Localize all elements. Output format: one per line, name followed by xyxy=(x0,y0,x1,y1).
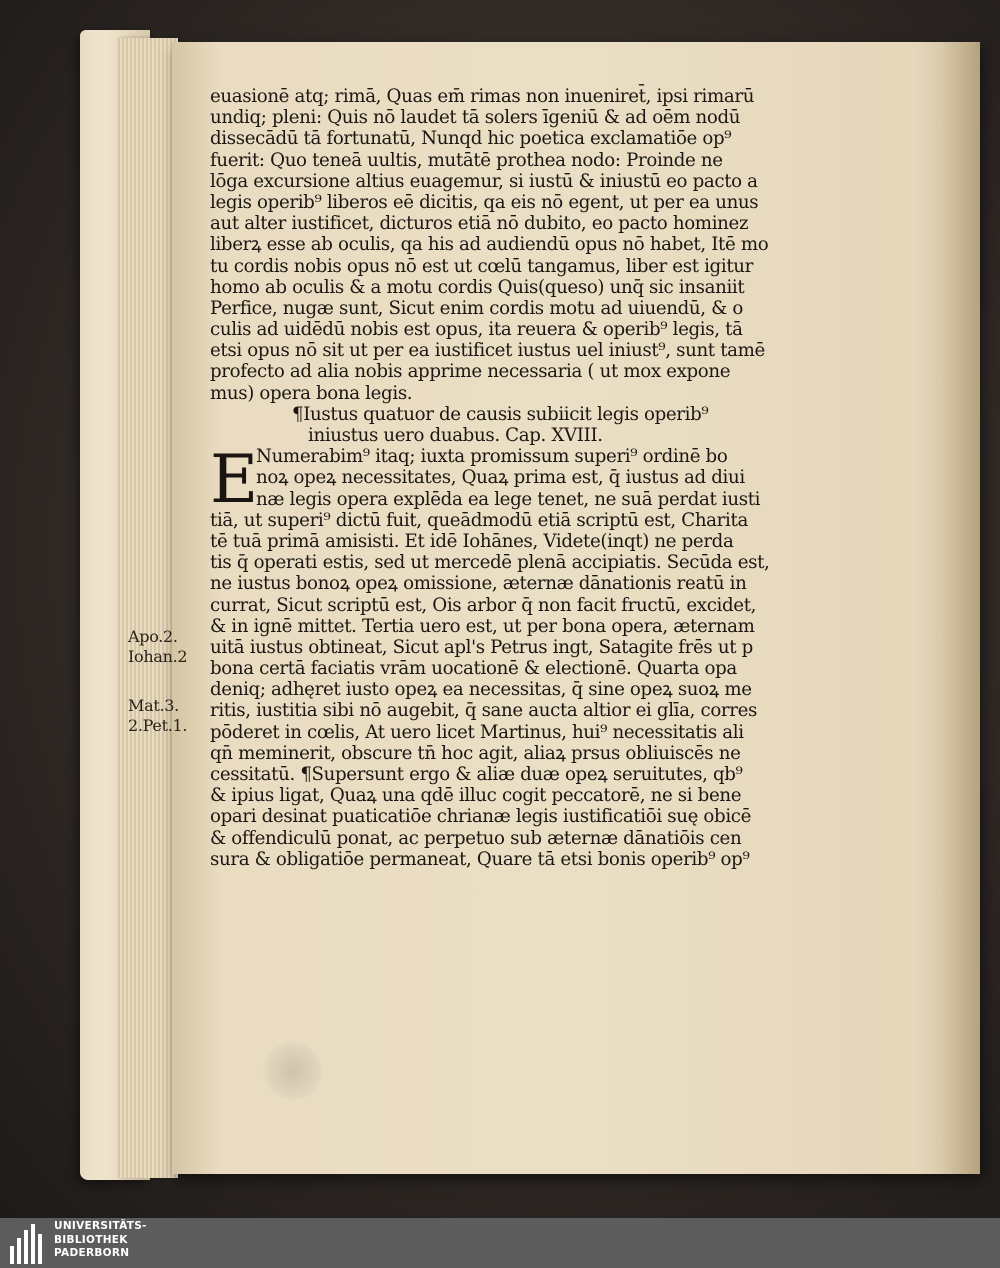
text-line: liberꝝ esse ab oculis, qa his ad audiendū opus nō habet, Itē mo xyxy=(210,234,769,256)
text-line: etsi opus nō sit ut per ea iustificet iustus uel iniust⁹, sunt tamē xyxy=(210,340,765,362)
text-line: ne iustus bonoꝝ opeꝝ omissione, æternæ dānationis reatū in xyxy=(210,573,747,595)
text-line: noꝝ opeꝝ necessitates, Quaꝝ prima est, q̄ iustus ad diui xyxy=(256,467,745,489)
text-line: fuerit: Quo teneā uultis, mutātē prothea nodo: Proinde ne xyxy=(210,149,723,171)
library-stamp-mark xyxy=(262,1042,324,1100)
text-line: ritis, iustitia sibi nō augebit, q̄ sane aucta altior ei glīa, corres xyxy=(210,700,758,722)
text-line: cessitatū. ¶Supersunt ergo & aliæ duæ opeꝝ seruitutes, qb⁹ xyxy=(210,764,743,785)
text-line: deniq; adhęret iusto opeꝝ ea necessitas, q̄ sine opeꝝ suoꝝ me xyxy=(210,679,752,701)
text-line: currat, Sicut scriptū est, Ois arbor q̄ non facit fructū, excidet, xyxy=(210,594,757,616)
marginal-note: Iohan.2 xyxy=(128,647,188,666)
text-line: & ipius ligat, Quaꝝ una qdē illuc cogit peccatorē, ne si bene xyxy=(210,785,742,807)
text-line: pōderet in cœlis, At uero licet Martinus, hui⁹ necessitatis ali xyxy=(210,721,744,743)
text-line: tu cordis nobis opus nō est ut cœlū tangamus, liber est igitur xyxy=(210,255,753,277)
marginal-note: Mat.3. xyxy=(128,696,179,715)
chapter-heading: ¶Iustus quatuor de causis subiicit legis operib⁹ xyxy=(292,403,709,425)
text-line: profecto ad alia nobis apprime necessaria ( ut mox expone xyxy=(210,361,731,383)
text-line: sura & obligatiōe permaneat, Quare tā etsi bonis operib⁹ op⁹ xyxy=(210,848,750,870)
text-line: opari desinat puaticatiōe chrianæ legis iustificatiōi suę obicē xyxy=(210,806,752,828)
text-line: dissecādū tā fortunatū, Nunqd hic poetica exclamatiōe op⁹ xyxy=(210,128,732,150)
text-line: undiq; pleni: Quis nō laudet tā solers īgeniū & ad oēm nodū xyxy=(210,107,741,129)
page-stack xyxy=(118,38,178,1178)
page-curl-shadow xyxy=(940,42,980,1174)
text-line: & in ignē mittet. Tertia uero est, ut per bona opera, æternam xyxy=(210,615,755,637)
text-line: legis operib⁹ liberos eē dicitis, qa eis nō egent, ut per ea unus xyxy=(210,191,759,213)
text-line: mus) opera bona legis. xyxy=(210,382,413,404)
library-logo-text xyxy=(54,1220,147,1261)
text-line: tē tuā primā amisisti. Et idē Iohānes, Videte(inqt) ne perda xyxy=(210,530,734,552)
text-line: culis ad uidēdū nobis est opus, ita reuera & operib⁹ legis, tā xyxy=(210,319,743,341)
chapter-heading: iniustus uero duabus. Cap. XVIII. xyxy=(308,425,603,446)
decorated-initial: E xyxy=(210,441,258,519)
text-line: næ legis opera explēda ea lege tenet, ne suā perdat iusti xyxy=(256,488,761,510)
logo-line: UNIVERSITÄTS- xyxy=(54,1220,147,1232)
footer-bar xyxy=(0,1218,1000,1268)
page-text xyxy=(210,86,770,870)
text-line: tis q̄ operati estis, sed ut mercedē plenā accipiatis. Secūda est, xyxy=(210,552,770,574)
text-line: Numerabim⁹ itaq; iuxta promissum superi⁹ ordinē bo xyxy=(256,446,728,468)
text-line: euasionē atq; rimā, Quas em̄ rimas non inueniret̄, ipsi rimarū xyxy=(210,86,755,107)
text-line: Perfice, nugæ sunt, Sicut enim cordis motu ad uiuendū, & o xyxy=(210,297,744,319)
text-line: uitā iustus obtineat, Sicut apl's Petrus ingt, Satagite frēs ut p xyxy=(210,636,753,658)
text-line: bona certā faciatis vrām uocationē & electionē. Quarta opa xyxy=(210,658,737,680)
text-line: aut alter iustificet, dicturos etiā nō dubito, eo pacto hominez xyxy=(210,213,749,235)
text-line: qn̄ meminerit, obscure tn̄ hoc agit, aliaꝝ prsus obliuiscēs ne xyxy=(210,742,741,764)
logo-line: BIBLIOTHEK xyxy=(54,1233,128,1246)
text-line: & offendiculū ponat, ac perpetuo sub æternæ dānatiōis cen xyxy=(210,827,742,849)
marginal-note: 2.Pet.1. xyxy=(128,716,188,735)
initial-paragraph xyxy=(210,441,761,519)
text-line: tiā, ut superi⁹ dictū fuit, queādmodū etiā scriptū est, Charita xyxy=(210,509,748,531)
marginal-note: Apo.2. xyxy=(128,627,178,646)
text-line: lōga excursione altius euagemur, si iustū & iniustū eo pacto a xyxy=(210,170,758,192)
logo-line: PADERBORN xyxy=(54,1247,130,1259)
library-logo-icon xyxy=(10,1222,46,1264)
text-line: homo ab oculis & a motu cordis Quis(queso) unq̄ sic insaniit xyxy=(210,276,745,298)
